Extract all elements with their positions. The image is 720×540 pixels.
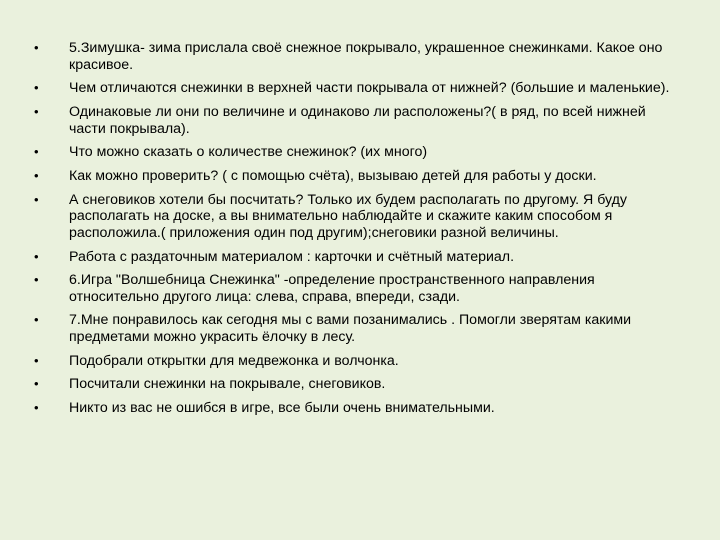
bullet-icon: •: [34, 352, 39, 368]
list-item: [34, 272, 684, 305]
bullet-icon: •: [34, 144, 39, 160]
list-item: [34, 400, 684, 417]
list-item: [34, 353, 684, 370]
bullet-icon: •: [34, 248, 39, 264]
list-item-text: 6.Игра "Волшебница Снежинка" -определение пространственного направления относительно другого лица: слева, справа, впереди, сзади.: [69, 272, 595, 305]
list-item-text: Никто из вас не ошибся в игре, все были очень внимательными.: [69, 400, 495, 417]
list-item-text: А снеговиков хотели бы посчитать? Только их будем располагать по другому. Я буду располагать на доске, а вы внимательно наблюдайте и скажите каким способом я расположила.( приложения один под другим);снеговики разной величины.: [69, 191, 627, 241]
bullet-icon: •: [34, 312, 39, 328]
list-item-text: Как можно проверить? ( с помощью счёта), вызываю детей для работы у доски.: [69, 167, 597, 184]
list-item: [34, 40, 684, 73]
list-item: [34, 376, 684, 393]
list-item-text: 7.Мне понравилось как сегодня мы с вами позанимались . Помогли зверятам какими предметами можно украсить ёлочку в лесу.: [69, 312, 632, 346]
bullet-icon: •: [34, 272, 39, 288]
bullet-icon: •: [34, 191, 39, 207]
list-item-text: Чем отличаются снежинки в верхней части покрывала от нижней? (большие и маленькие).: [69, 80, 670, 97]
bullet-list: [34, 40, 684, 424]
list-item-text: Посчитали снежинки на покрывале, снеговиков.: [69, 376, 386, 393]
list-item-text: Работа с раздаточным материалом : карточки и счётный материал.: [69, 248, 515, 265]
bullet-icon: •: [34, 376, 39, 392]
list-item: [34, 312, 684, 345]
list-item: [34, 249, 684, 266]
bullet-icon: •: [34, 167, 39, 183]
list-item-text: Что можно сказать о количестве снежинок? (их много): [69, 144, 428, 161]
bullet-icon: •: [34, 103, 39, 119]
bullet-icon: •: [34, 400, 39, 416]
list-item-text: Подобрали открытки для медвежонка и волчонка.: [69, 352, 399, 369]
list-item: [34, 80, 684, 97]
list-item: [34, 144, 684, 161]
list-item-text: 5.Зимушка- зима прислала своё снежное покрывало, украшенное снежинками. Какое оно красивое.: [69, 40, 663, 73]
list-item: [34, 104, 684, 137]
bullet-icon: •: [34, 40, 39, 55]
bullet-icon: •: [34, 80, 39, 96]
list-item-text: Одинаковые ли они по величине и одинаково ли расположены?( в ряд, по всей нижней части покрывала).: [69, 103, 646, 137]
list-item: [34, 192, 684, 242]
list-item: [34, 168, 684, 185]
